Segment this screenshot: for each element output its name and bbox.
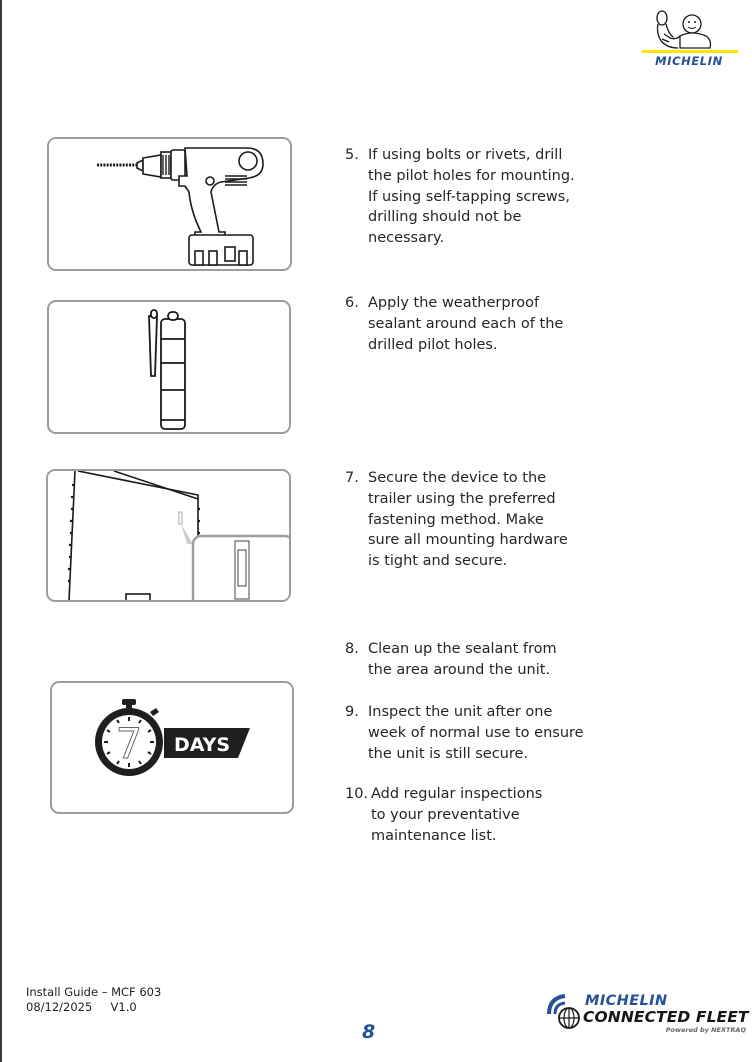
stopwatch-illustration-panel <box>50 681 294 814</box>
step-text: Inspect the unit after one week of normal use to ensure the unit is still secure. <box>368 704 584 762</box>
yellow-stripe <box>642 50 738 53</box>
step-number: 9. <box>345 704 359 720</box>
bibendum-icon <box>640 6 740 54</box>
step-8 <box>345 639 595 683</box>
page-number: 8 <box>362 1021 376 1043</box>
step-6 <box>345 293 595 359</box>
footer-date-version: 08/12/2025 V1.0 <box>26 1000 137 1014</box>
step-number: 7. <box>345 470 359 486</box>
step-text: If using bolts or rivets, drill the pilot holes for mounting. If using self-tapping screws, drilling should not be necessary. <box>368 147 575 247</box>
caulk-tube-icon <box>49 302 289 432</box>
michelin-wordmark: MICHELIN <box>655 54 723 68</box>
sealant-illustration-panel <box>47 300 291 434</box>
step-10 <box>345 784 595 850</box>
step-number: 6. <box>345 295 359 311</box>
step-number: 5. <box>345 147 359 163</box>
step-9 <box>345 702 605 768</box>
step-number: 8. <box>345 641 359 657</box>
step-text: Clean up the sealant from the area around the unit. <box>368 641 557 678</box>
page-edge <box>0 0 2 1062</box>
step-text: Add regular inspections to your preventative maintenance list. <box>371 786 543 844</box>
footer-logo-michelin: MICHELIN <box>585 993 668 1009</box>
trailer-mount-icon <box>48 471 289 600</box>
step-7 <box>345 468 595 578</box>
step-number: 10. <box>345 786 369 802</box>
step-text: Secure the device to the trailer using the preferred fastening method. Make sure all mounting hardware is tight and secure. <box>368 470 568 570</box>
stopwatch-days-label: DAYS <box>174 734 231 756</box>
footer-logo-powered-by: Powered by NEXTRAQ <box>665 1026 746 1034</box>
stopwatch-number: 7 <box>115 719 143 768</box>
trailer-mount-illustration-panel <box>46 469 291 602</box>
connected-fleet-logo <box>545 990 750 1038</box>
footer-logo-connected-fleet: CONNECTED FLEET <box>583 1008 749 1026</box>
michelin-logo <box>640 6 740 70</box>
drill-icon <box>49 139 289 269</box>
footer-doc-title: Install Guide – MCF 603 <box>26 985 162 999</box>
step-5 <box>345 145 595 255</box>
footer-doc-info <box>26 985 161 1015</box>
stopwatch-icon <box>52 683 292 812</box>
drill-illustration-panel <box>47 137 292 271</box>
globe-signal-icon <box>545 992 585 1032</box>
step-text: Apply the weatherproof sealant around each of the drilled pilot holes. <box>368 295 564 353</box>
